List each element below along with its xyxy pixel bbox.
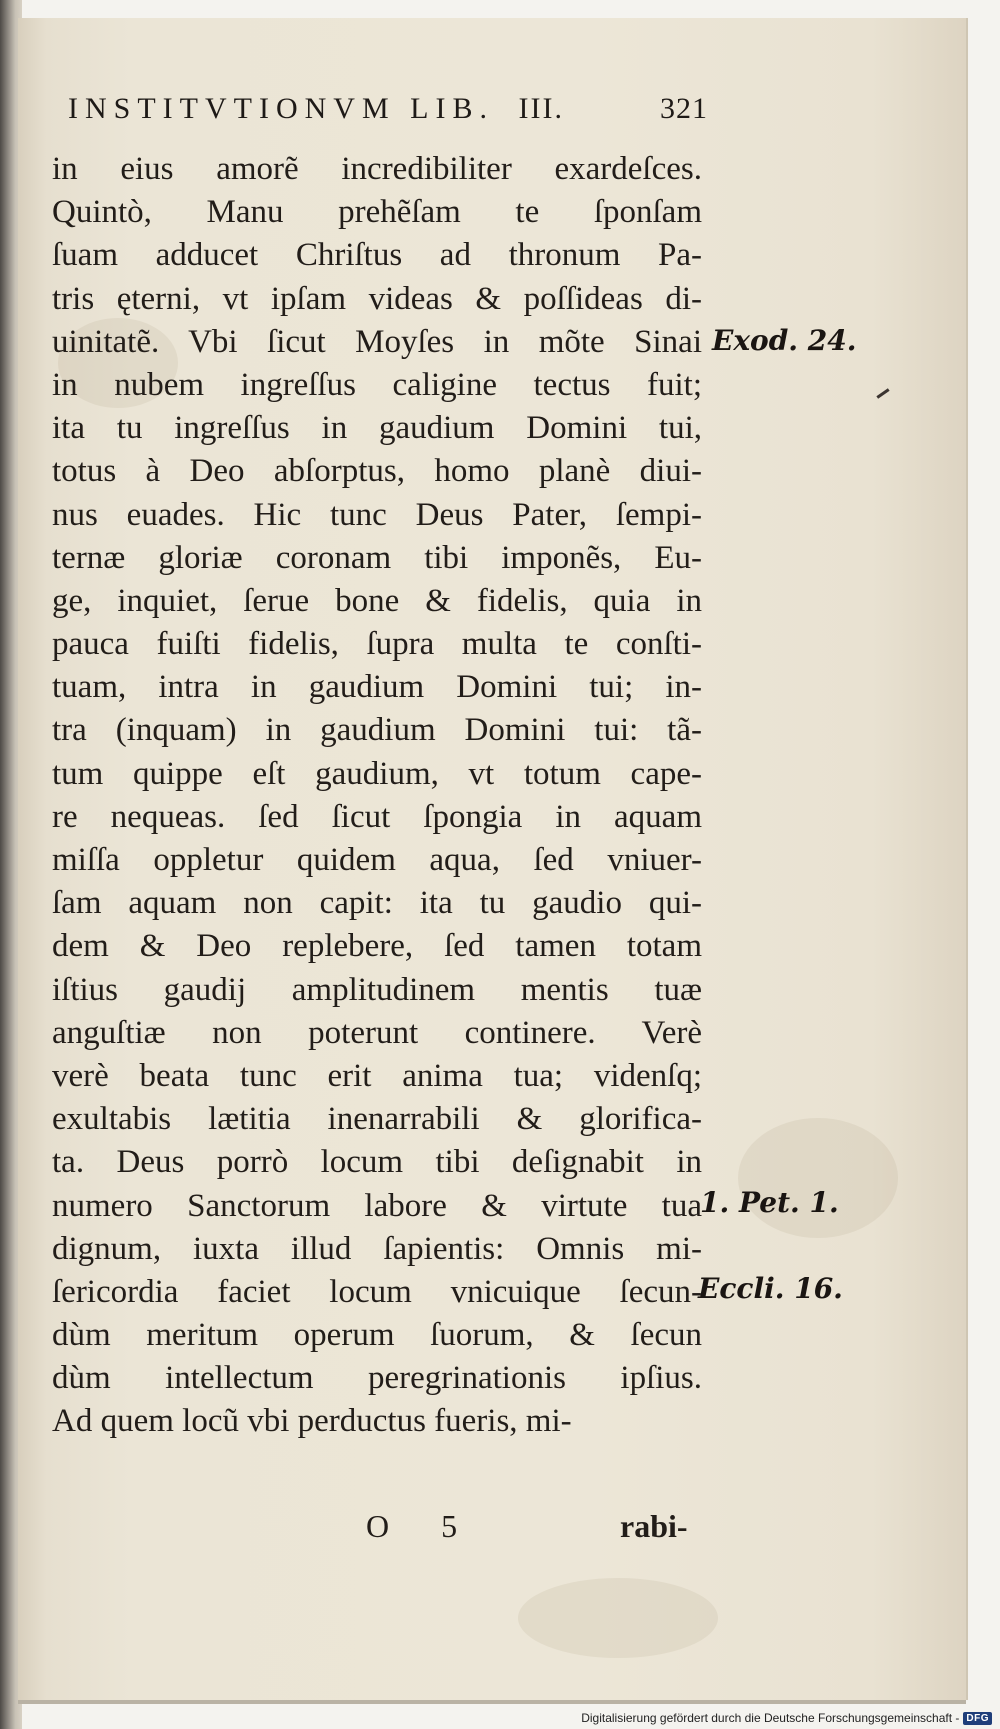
text-line: tris ęterni, vt ipſam videas & poſſideas di- — [52, 280, 702, 317]
running-header — [68, 92, 708, 132]
body-text — [52, 148, 702, 1444]
book-number: III. — [518, 92, 564, 125]
signature-mark: O 5 — [366, 1508, 480, 1544]
running-title: INSTITVTIONVM LIB. — [68, 92, 494, 125]
page-bottom-edge — [18, 1700, 966, 1704]
text-line: Ad quem locũ vbi perductus fueris, mi- — [52, 1403, 572, 1440]
digitization-credit — [581, 1711, 992, 1725]
text-line: uinitatẽ. Vbi ſicut Moyſes in mõte Sinai — [52, 323, 702, 360]
text-line: numero Sanctorum labore & virtute tua — [52, 1187, 702, 1224]
dfg-logo: DFG — [963, 1712, 992, 1725]
text-line: dem & Deo replebere, ſed tamen totam — [52, 928, 702, 965]
text-line: ſuam adducet Chriſtus ad thronum Pa- — [52, 237, 702, 274]
text-line: miſſa oppletur quidem aqua, ſed vniuer- — [52, 842, 702, 878]
margin-note-ecclesiasticus: Eccli. 16. — [698, 1272, 843, 1305]
text-line: in eius amorẽ incredibiliter exardeſces. — [52, 151, 702, 187]
text-line: verè beata tunc erit anima tua; videnſq; — [52, 1057, 702, 1094]
text-line: totus à Deo abſorptus, homo planè diui- — [52, 453, 702, 490]
catchword: rabi- — [620, 1508, 688, 1544]
text-line: tra (inquam) in gaudium Domini tui: tã- — [52, 712, 702, 749]
text-line: ita tu ingreſſus in gaudium Domini tui, — [52, 410, 702, 447]
paper-stain — [518, 1578, 718, 1658]
text-line: iſtius gaudij amplitudinem mentis tuæ — [52, 971, 702, 1008]
margin-note-peter: 1. Pet. 1. — [700, 1186, 839, 1219]
credit-text: Digitalisierung gefördert durch die Deutsche Forschungsgemeinschaft - — [581, 1711, 960, 1725]
text-line: re nequeas. ſed ſicut ſpongia in aquam — [52, 798, 702, 835]
text-line: ſericordia faciet locum vnicuique ſecun- — [52, 1273, 702, 1310]
text-line: in nubem ingreſſus caligine tectus fuit; — [52, 366, 702, 403]
text-line: dùm meritum operum ſuorum, & ſecun — [52, 1317, 702, 1354]
paper-stain — [738, 1118, 898, 1238]
text-line: ge, inquiet, ſerue bone & fidelis, quia in — [52, 582, 702, 619]
text-line: tuam, intra in gaudium Domini tui; in- — [52, 669, 702, 706]
text-line: ſam aquam non capit: ita tu gaudio qui- — [52, 885, 702, 922]
text-line: exultabis lætitia inenarrabili & glorifica- — [52, 1101, 702, 1138]
text-line: Quintò, Manu prehẽſam te ſponſam — [52, 194, 702, 231]
text-line: pauca fuiſti fidelis, ſupra multa te conſti- — [52, 626, 702, 663]
text-line: anguſtiæ non poterunt continere. Verè — [52, 1014, 702, 1051]
text-line: tum quippe eſt gaudium, vt totum cape- — [52, 755, 702, 792]
text-line: dignum, iuxta illud ſapientis: Omnis mi- — [52, 1230, 702, 1267]
page-number: 321 — [660, 92, 708, 125]
text-line: nus euades. Hic tunc Deus Pater, ſempi- — [52, 496, 702, 533]
margin-note-exodus: Exod. 24. — [712, 324, 857, 357]
text-line: ta. Deus porrò locum tibi deſignabit in — [52, 1144, 702, 1181]
text-line: ternæ gloriæ coronam tibi imponẽs, Eu- — [52, 539, 702, 576]
text-line: dùm intellectum peregrinationis ipſius. — [52, 1360, 702, 1397]
